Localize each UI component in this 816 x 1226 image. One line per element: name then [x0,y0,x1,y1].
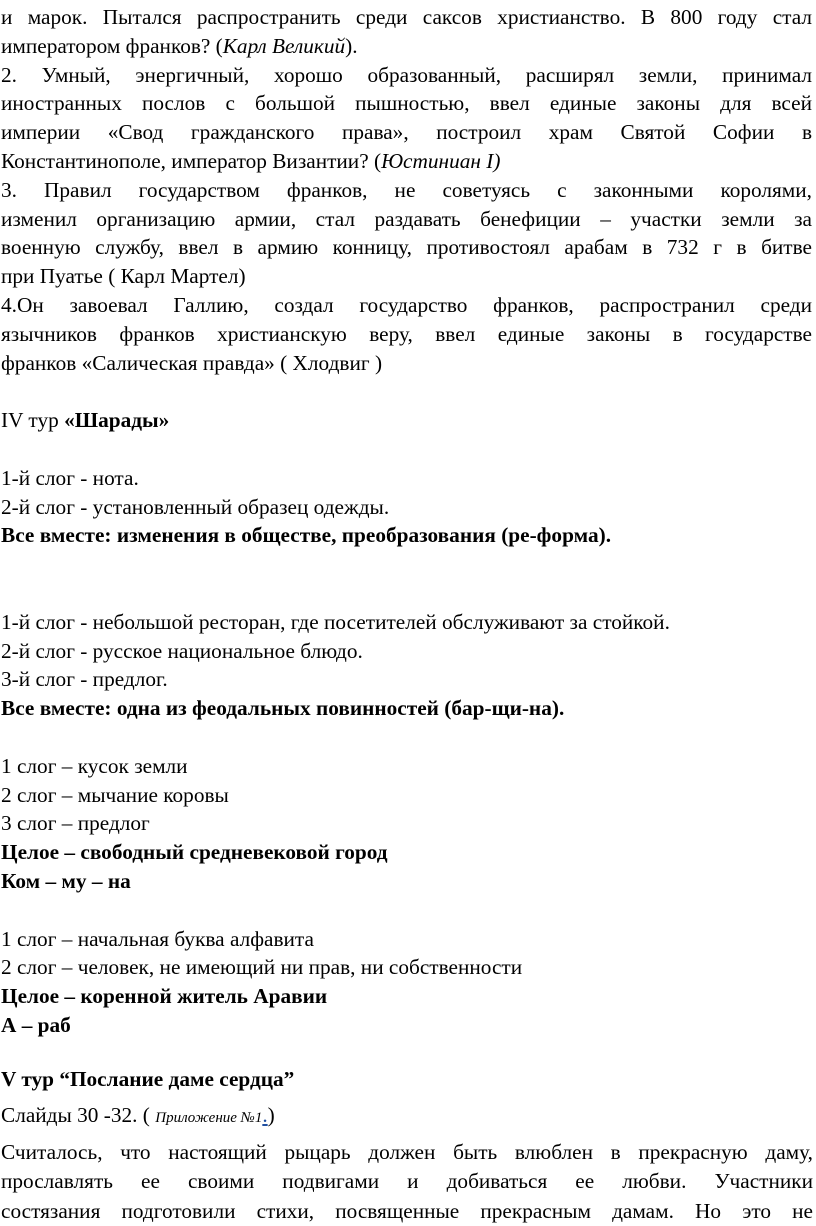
heading-prefix: IV тур [1,408,65,433]
charade-answer: Все вместе: изменения в обществе, преобразования (ре-форма). [1,523,612,548]
charade-syllable: 2-й слог - установленный образец одежды. [1,494,390,519]
charade-syllable: 3 слог – предлог [1,811,150,836]
charade-split: А – раб [1,1012,71,1037]
charade-answer: Целое – коренной житель Аравии [1,984,328,1009]
text-line [0,32,816,61]
paragraph-line: прославлять ее своими подвигами и добиваться ее любви. Участники [1,1169,813,1194]
blank-line [0,579,816,608]
blank-line [0,377,816,406]
paragraph-line: Считалось, что настоящий рыцарь должен быть влюблен в прекрасную даму, [1,1139,813,1164]
text-line: и марок. Пытался распространить среди саксов христианство. В 800 году стал [1,5,812,29]
section-heading-tour4 [0,406,816,435]
charade-answer: Все вместе: одна из феодальных повинностей (бар-щи-на). [1,696,565,721]
charade-syllable: 1 слог – кусок земли [1,753,188,778]
charade-answer: Целое – свободный средневековой город [1,840,388,865]
charade-syllable: 3-й слог - предлог. [1,667,168,692]
blank-line [0,1040,816,1062]
section-heading-tour5: V тур “Послание даме сердца” [1,1066,295,1091]
paragraph-line: состязания подготовили стихи, посвященные прекрасным дамам. Но это не [1,1198,813,1223]
charade-syllable: 1-й слог - нота. [1,465,139,490]
text-line [0,147,816,176]
text-line: военную службу, ввел в армию конницу, противостоял арабам в 732 г в битве [1,235,812,260]
slides-prefix: Слайды 30 -32. ( [1,1102,156,1127]
blank-line [0,896,816,925]
text-line: изменил организацию армии, стал раздавать бенефиции – участки земли за [1,206,812,231]
text-line: иностранных послов с большой пышностью, ввел единые законы для всей [1,91,812,116]
text-span: Константинополе, император Византии? ( [1,148,382,173]
blank-line [0,435,816,464]
slides-reference [0,1096,816,1134]
text-line: язычников франков христианскую веру, ввел единые законы в государстве [1,321,812,346]
charade-syllable: 1-й слог - небольшой ресторан, где посетителей обслуживают за стойкой. [1,609,670,634]
text-line: при Пуатье ( Карл Мартел) [1,264,246,289]
heading-title: «Шарады» [64,408,170,433]
text-line: империи «Свод гражданского права», построил храм Святой Софии в [1,120,812,145]
appendix-link[interactable]: . [262,1102,268,1127]
slides-suffix: ) [267,1102,275,1127]
blank-line [0,723,816,752]
charade-syllable: 2 слог – человек, не имеющий ни прав, ни собственности [1,955,523,980]
charade-syllable: 2 слог – мычание коровы [1,782,229,807]
answer-italic: Карл Великий [222,33,346,58]
appendix-link-text: Приложение №1 [155,1109,263,1126]
answer-italic: Юстиниан I) [381,148,501,173]
text-span: императором франков? ( [1,33,223,58]
text-line: франков «Салическая правда» ( Хлодвиг ) [1,350,383,375]
charade-split: Ком – му – на [1,868,131,893]
text-span: ). [345,33,358,58]
blank-line [0,550,816,579]
text-line: 4.Он завоевал Галлию, создал государство франков, распространил среди [1,292,812,317]
text-line: 2. Умный, энергичный, хорошо образованный, расширял земли, принимал [1,62,812,87]
charade-syllable: 1 слог – начальная буква алфавита [1,926,314,951]
charade-syllable: 2-й слог - русское национальное блюдо. [1,638,363,663]
text-line: 3. Правил государством франков, не советуясь с законными королями, [1,177,812,202]
